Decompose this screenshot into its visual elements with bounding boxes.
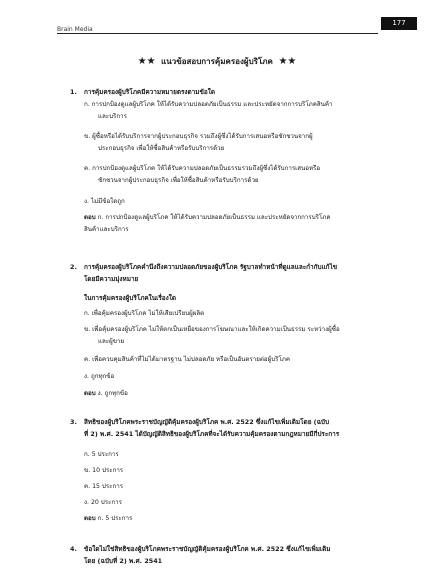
option-1c: ค. การปกป้องดูแลผู้บริโภค ให้ได้รับความปลอดภัยเป็นธรรมรวมถึงผู้ซึ่งได้รับการเสนอหรือ ชักชวนจากผู้ประกอบธุรกิจ เพื่อให้ซื้อสินค้าหรือรับบริการด้วย [84, 165, 321, 184]
question-number: 4. [70, 545, 77, 553]
option-2c: ค. เพื่อควบคุมสินค้าที่ไม่ได้มาตรฐาน ไม่ปลอดภัย หรือเป็นอันตรายต่อผู้บริโภค [84, 356, 290, 363]
question-number: 1. [70, 88, 77, 96]
option-2d: ง. ถูกทุกข้อ [84, 373, 115, 380]
option-1d: ง. ไม่มีข้อใดถูก [84, 198, 125, 205]
star-icon: ★ [146, 56, 156, 67]
question-text: การคุ้มครองผู้บริโภคมีความหมายตรงตามข้อใด [84, 88, 215, 96]
header-publisher: Brain Media [57, 26, 93, 33]
page-title [0, 55, 434, 68]
question-2-subheading: ในการคุ้มครองผู้บริโภคในเรื่องใด [84, 294, 177, 302]
question-4: 4. ข้อใดไม่ใช่สิทธิของผู้บริโภคพระราชบัญญัติคุ้มครองผู้บริโภค พ.ศ. 2522 ซึ่งแก้ไขเพิ่มเติม โดย (ฉบับที่ 2) พ.ศ. 2541 [70, 545, 331, 565]
question-2: 2. การคุ้มครองผู้บริโภคคำนึงถึงความปลอดภัยของผู้บริโภค รัฐบาลทำหน้าที่ดูแลและกำกับแก้ไข โดยมีความมุ่งหมาย [70, 263, 338, 283]
question-number: 2. [70, 263, 77, 271]
question-text: การคุ้มครองผู้บริโภคคำนึงถึงความปลอดภัยของผู้บริโภค รัฐบาลทำหน้าที่ดูแลและกำกับแก้ไข [84, 263, 338, 271]
question-3: 3. สิทธิของผู้บริโภคพระราชบัญญัติคุ้มครองผู้บริโภค พ.ศ. 2522 ซึ่งแก้ไขเพิ่มเติมโดย (ฉบับ ที่ 2) พ.ศ. 2541 ได้บัญญัติสิทธิของผู้บริโภคที่จะได้รับความคุ้มครองตามกฎหมายมีกี่ประการ [70, 418, 340, 438]
answer-1: ตอบ ก. การปกป้องดูแลผู้บริโภค ให้ได้รับความปลอดภัยเป็นธรรม และประหยัดจากการบริโภค สินค้าและบริการ [84, 214, 331, 233]
question-1 [70, 86, 390, 98]
star-icon: ★ [137, 56, 147, 67]
option-3a: ก. 5 ประการ [84, 451, 119, 458]
question-number: 3. [70, 418, 77, 426]
option-3b: ข. 10 ประการ [84, 467, 124, 474]
title-text: แนวข้อสอบการคุ้มครองผู้บริโภค [161, 57, 273, 66]
header-rule [57, 33, 378, 34]
question-text: สิทธิของผู้บริโภคพระราชบัญญัติคุ้มครองผู้บริโภค พ.ศ. 2522 ซึ่งแก้ไขเพิ่มเติมโดย (ฉบับ [84, 418, 330, 426]
answer-3: ตอบ ก. 5 ประการ [84, 515, 133, 522]
option-3d: ง. 20 ประการ [84, 499, 122, 506]
option-2a: ก. เพื่อคุ้มครองผู้บริโภค ไม่ให้เสียเปรียบผู้ผลิต [84, 310, 205, 317]
question-text: ข้อใดไม่ใช่สิทธิของผู้บริโภคพระราชบัญญัติคุ้มครองผู้บริโภค พ.ศ. 2522 ซึ่งแก้ไขเพิ่มเติม [84, 545, 331, 553]
option-2b: ข. เพื่อคุ้มครองผู้บริโภค ไม่ให้ตกเป็นเหยื่อของการโฆษณาและให้เกิดความเป็นธรรม ระหว่างผู้ซื้อ และผู้ขาย [84, 326, 340, 345]
answer-2: ตอบ ง. ถูกทุกข้อ [84, 390, 128, 397]
option-1a: ก. การปกป้องดูแลผู้บริโภค ให้ได้รับความปลอดภัยเป็นธรรม และประหยัดจากการบริโภคสินค้า และบริการ [84, 101, 333, 120]
option-3c: ค. 15 ประการ [84, 483, 124, 490]
option-1b: ข. ผู้ซื้อหรือได้รับบริการจากผู้ประกอบธุรกิจ รวมถึงผู้ซึ่งได้รับการเสนอหรือชักชวนจากผู้ ประกอบธุรกิจ เพื่อให้ซื้อสินค้าหรือรับบริการด้วย [84, 133, 313, 152]
page-number-badge: 177 [381, 17, 417, 30]
star-icon: ★ [287, 56, 297, 67]
star-icon: ★ [278, 56, 288, 67]
